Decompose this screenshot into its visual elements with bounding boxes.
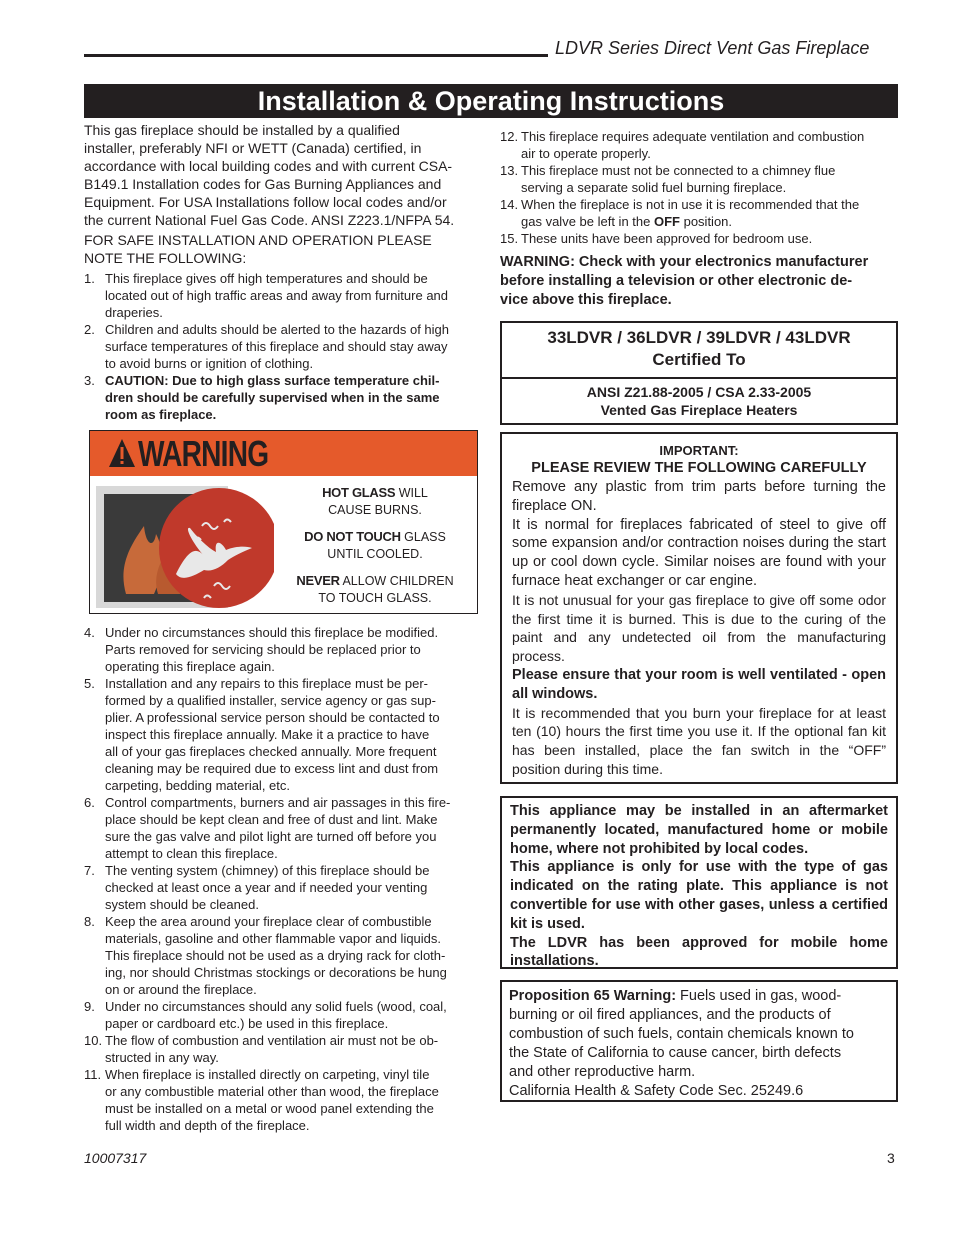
list-item: 4. Under no circumstances should this fireplace be modified. Parts removed for servicing should be replaced prior to operating this fireplace again.: [84, 625, 439, 674]
document-number: 10007317: [84, 1150, 147, 1166]
list-item: 12. This fireplace requires adequate ventilation and combustion air to operate properly.: [500, 129, 865, 161]
safety-list-b: [84, 624, 479, 1134]
list-item: 2. Children and adults should be alerted to the hazards of high surface temperatures of this fireplace and should stay away to avoid burns or ignition of clothing.: [84, 322, 450, 371]
important-paragraph: Remove any plastic from trim parts before turning the fireplace ON.: [512, 479, 886, 514]
important-paragraph: It is recommended that you burn your fireplace for at least ten (10) hours the first time you use it. If the optional fan kit has been installed, place the fan switch in the “OFF” position during this time.: [512, 704, 886, 777]
electronics-warning: WARNING: Check with your electronics manufacturer before installing a television or other electronic de- vice above this fireplace.: [500, 254, 869, 308]
important-box: [500, 432, 898, 784]
important-paragraph: It is not unusual for your gas fireplace to give off some odor the first time it is burned. This is due to the curing of the paint and any undetected oil from the manufacturing process.: [512, 591, 886, 665]
list-item: 10. The flow of combustion and ventilation air must not be ob- structed in any way.: [84, 1033, 439, 1065]
page-title: Installation & Operating Instructions: [84, 84, 898, 118]
intro-line: the current National Fuel Gas Code. ANSI Z223.1/NFPA 54.: [84, 212, 455, 228]
prop65-box: Proposition 65 Warning: Fuels used in gas, wood- burning or oil fired appliances, and the products of combustion of such fuels, contain chemicals known to the State of California to cause cancer, birth defects and other reproductive harm. California Health & Safety Code Sec. 25249.6: [500, 980, 898, 1102]
certification-box: [500, 321, 898, 425]
fireplace-burn-icon: [96, 486, 274, 608]
model-list: 33LDVR / 36LDVR / 39LDVR / 43LDVR: [547, 328, 851, 347]
list-item: 6. Control compartments, burners and air passages in this fire- place should be kept clean and free of dust and lint. Make sure the gas valve and pilot light are turned off before you attempt to clean this fireplace.: [84, 795, 451, 861]
safe-line: FOR SAFE INSTALLATION AND OPERATION PLEASE: [84, 232, 432, 248]
intro-paragraph: [84, 121, 479, 229]
header-rule: [84, 54, 548, 57]
intro-line: B149.1 Installation codes for Gas Burning Appliances and: [84, 176, 442, 192]
prop65-label: Proposition 65 Warning:: [509, 988, 677, 1004]
mobile-paragraph: The LDVR has been approved for mobile home installations.: [510, 934, 888, 970]
intro-line: installer, preferably NFI or WETT (Canada) certified, in: [84, 140, 422, 156]
warning-triangle-icon: [108, 438, 136, 468]
page-number: 3: [887, 1150, 895, 1166]
list-item: 3. CAUTION: Due to high glass surface temperature chil- dren should be carefully supervised when in the same room as fireplace.: [84, 373, 440, 422]
list-item: 1. This fireplace gives off high temperatures and should be located out of high traffic areas and away from furniture and draperies.: [84, 271, 449, 320]
mobile-paragraph: This appliance is only for use with the type of gas indicated on the rating plate. This appliance is not convertible for use with other gases, unless a certified kit is used.: [510, 859, 888, 932]
mobile-paragraph: This appliance may be installed in an aftermarket permanently located, manufactured home or mobile home, where not prohibited by local codes.: [510, 803, 888, 857]
safe-line: NOTE THE FOLLOWING:: [84, 250, 247, 266]
standard: ANSI Z21.88-2005 / CSA 2.33-2005: [586, 384, 812, 400]
safety-list-c: [500, 128, 898, 247]
review-heading: PLEASE REVIEW THE FOLLOWING CAREFULLY: [531, 460, 867, 476]
certified-to: Certified To: [652, 350, 746, 369]
safety-list-a: [84, 270, 479, 423]
code-reference: California Health & Safety Code Sec. 25249.6: [509, 1083, 804, 1099]
list-item: 11. When fireplace is installed directly on carpeting, vinyl tile or any combustible material other than wood, the fireplace must be installed on a metal or wood panel extending the full width and depth of the fireplace.: [84, 1067, 439, 1133]
list-item: 13. This fireplace must not be connected to a chimney flue serving a separate solid fuel burning fireplace.: [500, 163, 836, 195]
list-item: 7. The venting system (chimney) of this fireplace should be checked at least once a year and if needed your venting system should be cleaned.: [84, 863, 430, 912]
heater-type: Vented Gas Fireplace Heaters: [600, 402, 798, 418]
important-paragraph: It is normal for fireplaces fabricated of steel to give off some expansion and/or contraction noises during the start up or cool down cycle. Similar noises are found with your furnace heat exchanger or car engine.: [512, 516, 886, 589]
list-item: 8. Keep the area around your fireplace clear of combustible materials, gasoline and other flammable vapor and liquids. This fireplace should not be used as a drying rack for cloth- ing, nor should Christmas stockings or decorations be hung on or around the fireplace.: [84, 914, 447, 997]
warning-text: HOT GLASS WILL CAUSE BURNS. DO NOT TOUCH GLASS UNTIL COOLED. NEVER ALLOW CHILDREN TO TOUCH GLASS.: [296, 485, 454, 605]
list-item: 15. These units have been approved for bedroom use.: [500, 231, 813, 246]
important-paragraph: Please ensure that your room is well ventilated - open all windows.: [512, 666, 886, 702]
safe-install-note: [84, 231, 479, 267]
mobile-home-box: [500, 796, 898, 969]
important-heading: IMPORTANT:: [659, 443, 739, 458]
list-item: 5. Installation and any repairs to this fireplace must be per- formed by a qualified installer, service agency or gas sup- plier. A professional service person should be contacted to inspect this fireplace annually. Make it a practice to have all of your gas fireplaces checked annually. More frequent cleaning may be required due to excess lint and dust from carpeting, bedding material, etc.: [84, 676, 440, 793]
divider: [502, 377, 896, 379]
warning-heading: WARNING: [138, 433, 269, 474]
list-item: 14. When the fireplace is not in use it is recommended that the gas valve be left in the OFF position.: [500, 197, 860, 229]
intro-line: Equipment. For USA Installations follow local codes and/or: [84, 194, 447, 210]
series-title: LDVR Series Direct Vent Gas Fireplace: [555, 38, 870, 58]
intro-line: accordance with local building codes and with current CSA-: [84, 158, 453, 174]
intro-line: This gas fireplace should be installed by a qualified: [84, 122, 400, 138]
list-item: 9. Under no circumstances should any solid fuels (wood, coal, paper or cardboard etc.) be used in this fireplace.: [84, 999, 447, 1031]
